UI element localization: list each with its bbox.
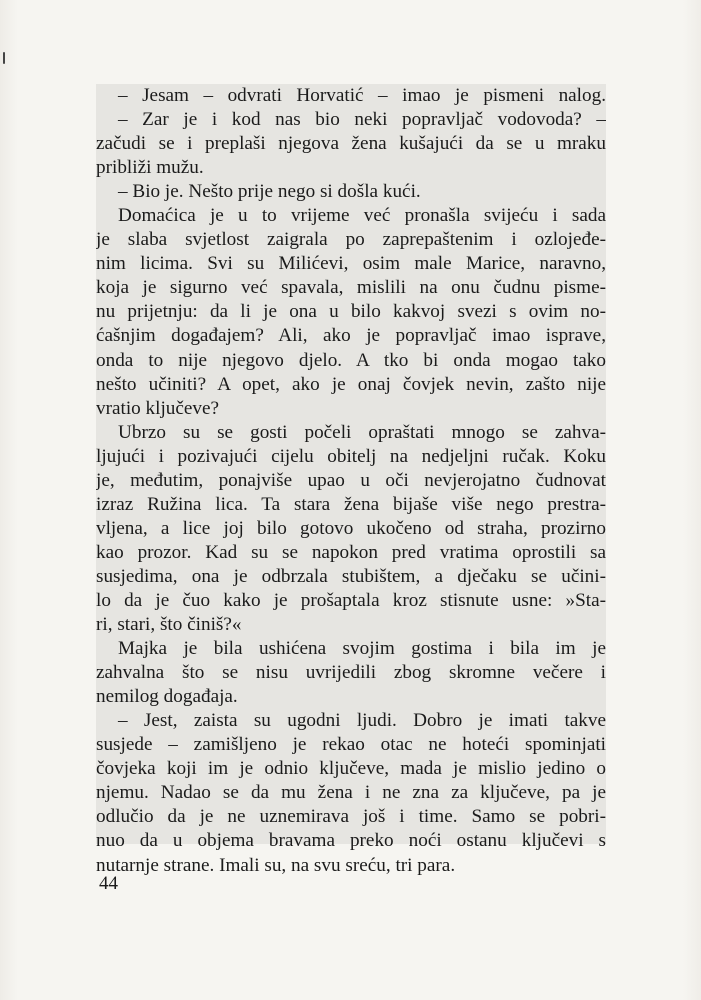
text-line: lo da je čuo kako je prošaptala kroz stisnute usne: »Sta- bbox=[96, 589, 606, 611]
text-line: ljujući i pozivajući cijelu obitelj na nedjeljni ručak. Koku bbox=[96, 445, 606, 467]
text-line: njemu. Nadao se da mu žena i ne zna za ključeve, pa je bbox=[96, 782, 606, 804]
text-line: nu prijetnju: da li je ona u bilo kakvoj svezi s ovim no- bbox=[96, 301, 606, 323]
text-line: nim licima. Svi su Milićevi, osim male Marice, naravno, bbox=[96, 253, 606, 275]
text-line: vljena, a lice joj bilo gotovo ukočeno od straha, prozirno bbox=[96, 517, 606, 539]
text-line: začudi se i preplaši njegova žena kušajući da se u mraku bbox=[96, 133, 606, 155]
text-line: – Jesam – odvrati Horvatić – imao je pismeni nalog. bbox=[118, 85, 606, 106]
text-line: – Zar je i kod nas bio neki popravljač vodovoda? – bbox=[118, 109, 606, 131]
text-line: približi mužu. bbox=[96, 157, 204, 179]
text-line: Ubrzo su se gosti počeli opraštati mnogo se zahva- bbox=[118, 421, 606, 443]
text-line: susjedima, ona je odbrzala stubištem, a dječaku se učini- bbox=[96, 565, 606, 587]
text-line: kao prozor. Kad su se napokon pred vratima oprostili sa bbox=[96, 541, 606, 563]
text-line: je slaba svjetlost zaigrala po zaprepaštenim i ozlojeđe- bbox=[96, 229, 606, 251]
page-number: 44 bbox=[99, 873, 118, 894]
text-line: ćašnjim događajem? Ali, ako je popravljač imao isprave, bbox=[96, 325, 606, 347]
paragraph bbox=[96, 84, 606, 878]
text-line: zahvalna što se nisu uvrijedili zbog skromne večere i bbox=[96, 662, 606, 684]
text-line: čovjeka koji im je odnio ključeve, mada je mislio jedino o bbox=[96, 758, 606, 780]
text-line: nutarnje strane. Imali su, na svu sreću, tri para. bbox=[96, 854, 456, 876]
text-line: – Bio je. Nešto prije nego si došla kući. bbox=[118, 181, 421, 203]
text-line: ri, stari, što činiš?« bbox=[96, 614, 242, 636]
text-line: izraz Ružina lica. Ta stara žena bijaše više nego prestra- bbox=[96, 493, 606, 515]
text-line: – Jest, zaista su ugodni ljudi. Dobro je imati takve bbox=[118, 710, 606, 732]
body-text bbox=[96, 84, 606, 876]
text-line: nemilog događaja. bbox=[96, 686, 238, 708]
text-line: vratio ključeve? bbox=[96, 397, 220, 419]
text-line: odlučio da je ne uznemirava još i time. Samo se pobri- bbox=[96, 806, 606, 828]
text-line: je, međutim, ponajviše upao u oči nevjerojatno čudnovat bbox=[96, 469, 606, 491]
binding-mark bbox=[3, 52, 5, 64]
text-line: nešto učiniti? A opet, ako je onaj čovjek nevin, zašto nije bbox=[96, 373, 606, 395]
text-line: koja je sigurno već spavala, mislili na onu čudnu pisme- bbox=[96, 277, 606, 299]
text-line: onda to nije njegovo djelo. A tko bi onda mogao tako bbox=[96, 349, 606, 371]
text-line: susjede – zamišljeno je rekao otac ne hoteći spominjati bbox=[96, 734, 606, 756]
text-line: Majka je bila ushićena svojim gostima i bila im je bbox=[118, 638, 606, 660]
text-line: Domaćica je u to vrijeme već pronašla svijeću i sada bbox=[118, 205, 606, 227]
text-line: nuo da u objema bravama preko noći ostanu ključevi s bbox=[96, 830, 606, 852]
